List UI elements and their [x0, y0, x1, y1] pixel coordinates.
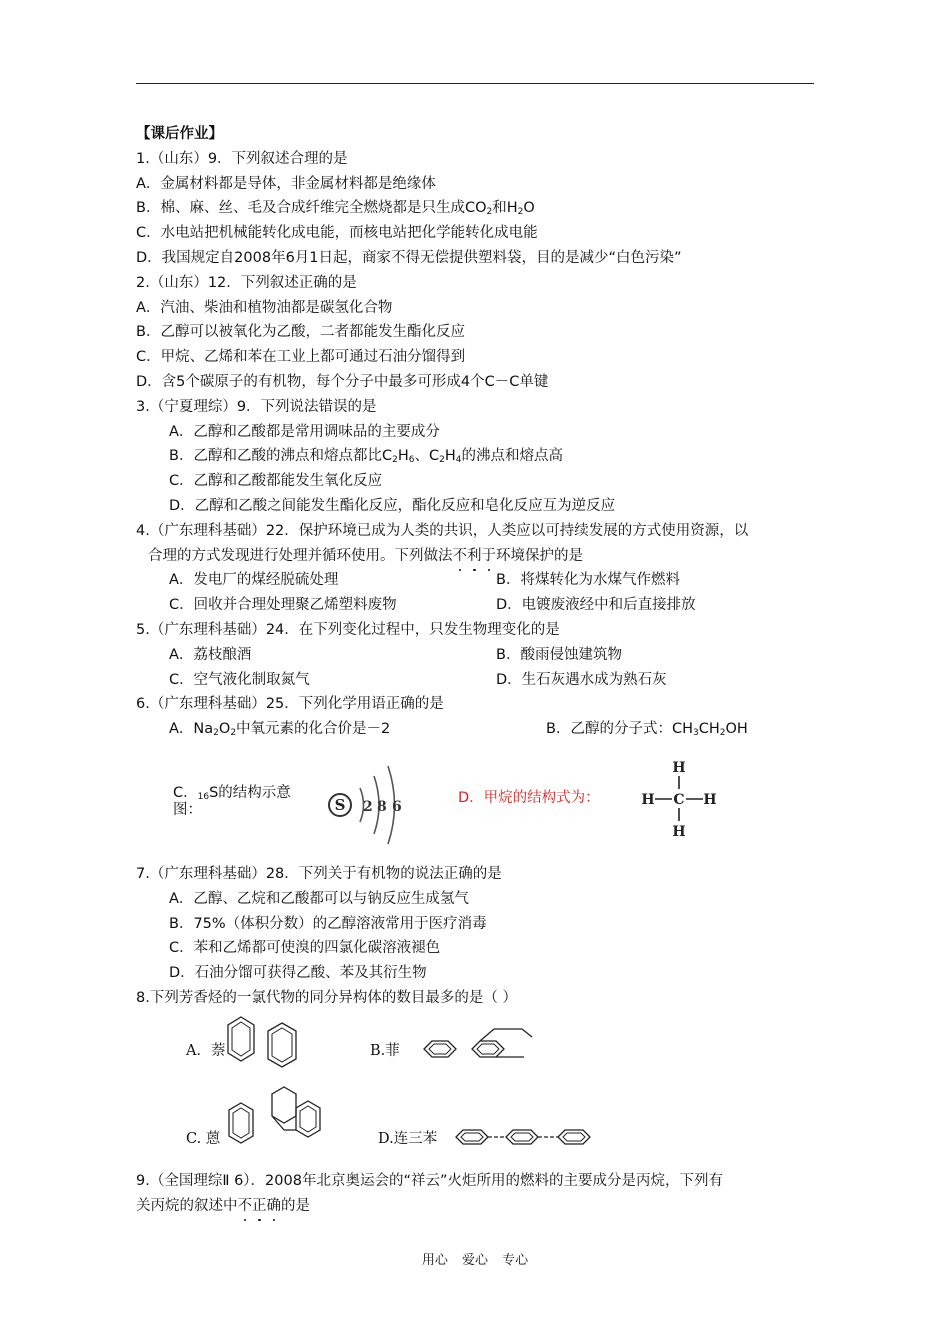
q8-option-d: D.连三苯	[378, 1130, 438, 1147]
q7-option-c: C．苯和乙烯都可使溴的四氯化碳溶液褪色	[169, 940, 441, 957]
q1-stem: 1.（山东）9．下列叙述合理的是	[136, 150, 348, 167]
q2-stem: 2.（山东）12．下列叙述正确的是	[136, 274, 357, 291]
q3-option-d: D．乙醇和乙酸之间能发生酯化反应，酯化反应和皂化反应互为逆反应	[169, 497, 616, 514]
q3-option-b: B．乙醇和乙酸的沸点和熔点都比$C_2H_6$、$C_2H_4$的沸点和熔点高	[169, 448, 563, 466]
svg-text:C: C	[673, 791, 685, 808]
q3-option-a: A．乙醇和乙酸都是常用调味品的主要成分	[169, 423, 440, 440]
q3-option-c: C．乙醇和乙酸都能发生氧化反应	[169, 473, 383, 490]
q5-option-d: D．生石灰遇水成为熟石灰	[496, 671, 667, 688]
svg-text:H: H	[641, 791, 655, 808]
q8-option-b: B.菲	[370, 1042, 400, 1059]
q4-stem-line2: 合理的方式发现进行处理并循环使用。下列做法不利于环境保护的是	[136, 544, 826, 569]
q5-option-b: B．酸雨侵蚀建筑物	[496, 646, 622, 663]
q5-options-cd	[136, 668, 826, 693]
q4-option-a: A．发电厂的煤经脱硫处理	[169, 572, 339, 589]
q4-options-ab	[136, 568, 826, 593]
q2-option-c: C．甲烷、乙烯和苯在工业上都可通过石油分馏得到	[136, 349, 466, 366]
q6-stem: 6.（广东理科基础）25．下列化学用语正确的是	[136, 696, 444, 713]
q8-option-a: A．萘	[186, 1042, 226, 1059]
q1-option-c: C．水电站把机械能转化成电能，而核电站把化学能转化成电能	[136, 225, 538, 242]
document-body	[136, 122, 826, 1218]
q1-option-b: B．棉、麻、丝、毛及合成纤维完全燃烧都是只生成$CO_2$和$H_2O$	[136, 200, 535, 218]
q6-option-a: A．$Na_2O_2$中氧元素的化合价是－2	[169, 721, 391, 739]
page-footer: 用心 爱心 专心	[421, 1253, 529, 1268]
q5-option-c: C．空气液化制取氮气	[169, 671, 310, 688]
q2-option-a: A．汽油、柴油和植物油都是碳氢化合物	[136, 299, 393, 316]
svg-text:2: 2	[363, 798, 373, 815]
anthracene-structure	[226, 1083, 336, 1155]
q2-option-b: B．乙醇可以被氧化为乙酸，二者都能发生酯化反应	[136, 324, 465, 341]
q8-options-cd	[136, 1083, 826, 1155]
svg-text:6: 6	[392, 798, 402, 815]
q6-option-d: D．甲烷的结构式为：	[458, 789, 600, 806]
svg-text:H: H	[672, 823, 686, 840]
svg-text:H: H	[703, 791, 717, 808]
q7-option-b: B．75%（体积分数）的乙醇溶液常用于医疗消毒	[169, 915, 487, 932]
q4-option-c: C．回收并合理处理聚乙烯塑料废物	[169, 597, 397, 614]
q6-options-cd	[136, 742, 826, 862]
header-rule	[136, 83, 814, 84]
svg-text:S: S	[334, 795, 346, 814]
sulfur-atom-structure-diagram	[322, 754, 412, 854]
q4-option-d: D．电镀废液经中和后直接排放	[496, 597, 696, 614]
section-heading: 【课后作业】	[136, 126, 223, 142]
q4-option-b: B．将煤转化为水煤气作燃料	[496, 572, 680, 589]
q7-option-a: A．乙醇、乙烷和乙酸都可以与钠反应生成氢气	[169, 890, 469, 907]
terphenyl-structure	[454, 1125, 600, 1149]
q5-stem: 5.（广东理科基础）24．在下列变化过程中，只发生物理变化的是	[136, 621, 560, 638]
q2-option-d: D．含5个碳原子的有机物，每个分子中最多可形成4个C－C单键	[136, 373, 549, 390]
svg-text:H: H	[672, 759, 686, 776]
q8-option-c: C. 蒽	[186, 1130, 221, 1147]
q4-options-cd	[136, 593, 826, 618]
q4-stem-line1: 4.（广东理科基础）22．保护环境已成为人类的共识，人类应以可持续发展的方式使用资源，以	[136, 522, 749, 539]
q7-option-d: D．石油分馏可获得乙酸、苯及其衍生物	[169, 965, 427, 982]
q7-stem: 7.（广东理科基础）28．下列关于有机物的说法正确的是	[136, 865, 502, 882]
svg-text:8: 8	[377, 798, 387, 815]
phenanthrene-structure	[420, 1019, 540, 1069]
q1-option-d: D．我国规定自2008年6月1日起，商家不得无偿提供塑料袋，目的是减少“白色污染”	[136, 249, 682, 266]
q9-stem-line2: 关丙烷的叙述中不正确的是	[136, 1194, 826, 1219]
q6-option-b: B．乙醇的分子式：$CH_3CH_2OH$	[546, 721, 748, 739]
methane-structural-formula	[638, 756, 720, 840]
q6-option-c: C．$_{16}$S的结构示意 图：	[173, 784, 291, 818]
q1-option-a: A．金属材料都是导体，非金属材料都是绝缘体	[136, 175, 436, 192]
q8-options-ab	[136, 1011, 826, 1083]
naphthalene-structure	[226, 1011, 306, 1083]
q8-stem: 8.下列芳香烃的一氯代物的同分异构体的数目最多的是（ ）	[136, 989, 517, 1006]
q5-options-ab	[136, 643, 826, 668]
q6-options-ab	[136, 717, 826, 742]
q5-option-a: A．荔枝酿酒	[169, 646, 252, 663]
q3-stem: 3.（宁夏理综）9．下列说法错误的是	[136, 398, 377, 415]
q9-stem-line1: 9.（全国理综Ⅱ 6）．2008年北京奥运会的“祥云”火炬所用的燃料的主要成分是丙烷，下列有	[136, 1172, 723, 1189]
